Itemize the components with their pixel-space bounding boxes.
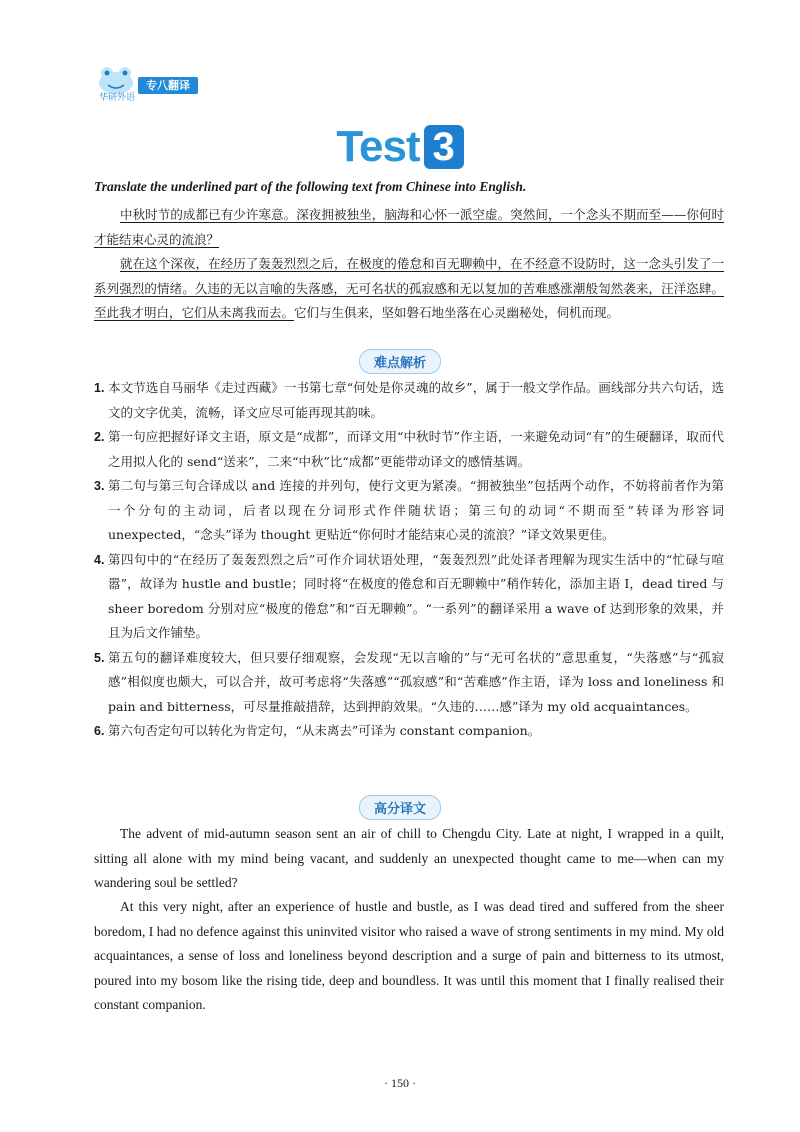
- list-item-text: 第五句的翻译难度较大，但只要仔细观察，会发现“无以言喻的”与“无可名状的”意思重复，“失落感”与“孤寂感”相似度也颇大，可以合并，故可考虑将“失落感”“孤寂感”和“苦难感”作主语，译为 loss and loneliness 和 pain and bitterness，可尽量推敲措辞，达到押韵效果。“久违的……感”译为 my old acquaintances。: [108, 649, 724, 714]
- list-item-number: 1.: [94, 381, 105, 395]
- list-item-text: 本文节选自马丽华《走过西藏》一书第七章“何处是你灵魂的故乡”，属于一般文学作品。画线部分共六句话，选文的文字优美，流畅，译文应尽可能再现其韵味。: [108, 380, 724, 420]
- list-item: [94, 376, 724, 425]
- page-number: · 150 ·: [384, 1076, 416, 1090]
- instruction: Translate the underlined part of the following text from Chinese into English.: [94, 179, 527, 194]
- list-item: [94, 474, 724, 548]
- list-item-text: 第六句否定句可以转化为肯定句，“从未离去”可译为 constant companion。: [108, 723, 541, 738]
- list-item-text: 第二句与第三句合译成以 and 连接的并列句，使行文更为紧凑。“拥被独坐”包括两个动作，不妨将前者作为第一个分句的主动词，后者以现在分词形式作伴随状语；第三句的动词“不期而至”转译为形容词 unexpected，“念头”译为 thought 更贴近“你何时才能结束心灵的流浪？”译文效果更佳。: [108, 478, 724, 542]
- section-heading-translation-label: 高分译文: [359, 795, 441, 820]
- list-item: [94, 548, 724, 646]
- list-item-number: 5.: [94, 650, 105, 665]
- analysis-list: [94, 376, 724, 744]
- list-item-number: 4.: [94, 552, 105, 567]
- list-item-number: 2.: [94, 430, 105, 444]
- list-item: [94, 425, 724, 474]
- title-number-badge: 3: [424, 125, 464, 169]
- list-item-number: 6.: [94, 724, 105, 738]
- list-item: [94, 646, 724, 720]
- translation-paragraph-1: The advent of mid-autumn season sent an air of chill to Chengdu City. Late at night, I wrapped in a quilt, sitting all alone with my mind being vacant, and suddenly an unexpected thought came to me—when can my wandering soul be settled?: [94, 826, 724, 891]
- source-p1-underlined: 中秋时节的成都已有少许寒意。深夜拥被独坐，脑海和心怀一派空虚。突然间，一个念头不期而至——你何时才能结束心灵的流浪？: [94, 207, 724, 247]
- list-item-text: 第一句应把握好译文主语，原文是“成都”，而译文用“中秋时节”作主语，一来避免动词“有”的生硬翻译，取而代之用拟人化的 send“送来”，二来“中秋”比“成都”更能带动译文的感情基调。: [108, 429, 724, 469]
- list-item: [94, 719, 724, 744]
- list-item-number: 3.: [94, 479, 105, 493]
- section-heading-analysis-label: 难点解析: [359, 349, 441, 374]
- source-paragraph-1: [94, 203, 724, 252]
- category-tag: 专八翻译: [138, 77, 198, 94]
- title-word: Test: [336, 122, 420, 171]
- source-paragraph-2: [94, 252, 724, 326]
- section-heading-analysis: [0, 349, 800, 374]
- source-p2-underlined: 就在这个深夜，在经历了轰轰烈烈之后，在极度的倦怠和百无聊赖中，在不经意不设防时，这一念头引发了一系列强烈的情绪。久违的无以言喻的失落感，无可名状的孤寂感和无以复加的苦难感涨潮般訇然袭来，汪洋恣肆。至此我才明白，它们从未离我而去。: [94, 256, 724, 320]
- logo-text: 华研外语: [98, 93, 135, 103]
- list-item-text: 第四句中的“在经历了轰轰烈烈之后”可作介词状语处理，“轰轰烈烈”此处译者理解为现实生活中的“忙碌与喧嚣”，故译为 hustle and bustle；同时将“在极度的倦怠和百无聊赖中”稍作转化，添加主语 I，dead tired 与 sheer boredom 分别对应“极度的倦怠”和“百无聊赖”。“一系列”的翻译采用 a wave of 达到形象的效果，并且为后文作铺垫。: [108, 551, 724, 640]
- source-p2-plain: 它们与生俱来，坚如磐石地坐落在心灵幽秘处，伺机而现。: [294, 305, 620, 320]
- translation-paragraph-2: At this very night, after an experience of hustle and bustle, as I was dead tired and suffered from the sheer boredom, I had no defence against this uninvited visitor who raised a wave of strong sentiments in my mind. My old acquaintances, a sense of loss and loneliness beyond description and a surge of pain and bitterness to its utmost, poured into my bosom like the rising tide, deep and boundless. It was until this moment that I finally realised their constant companion.: [94, 899, 724, 1013]
- section-heading-translation: [0, 795, 800, 820]
- page-title: [0, 122, 800, 172]
